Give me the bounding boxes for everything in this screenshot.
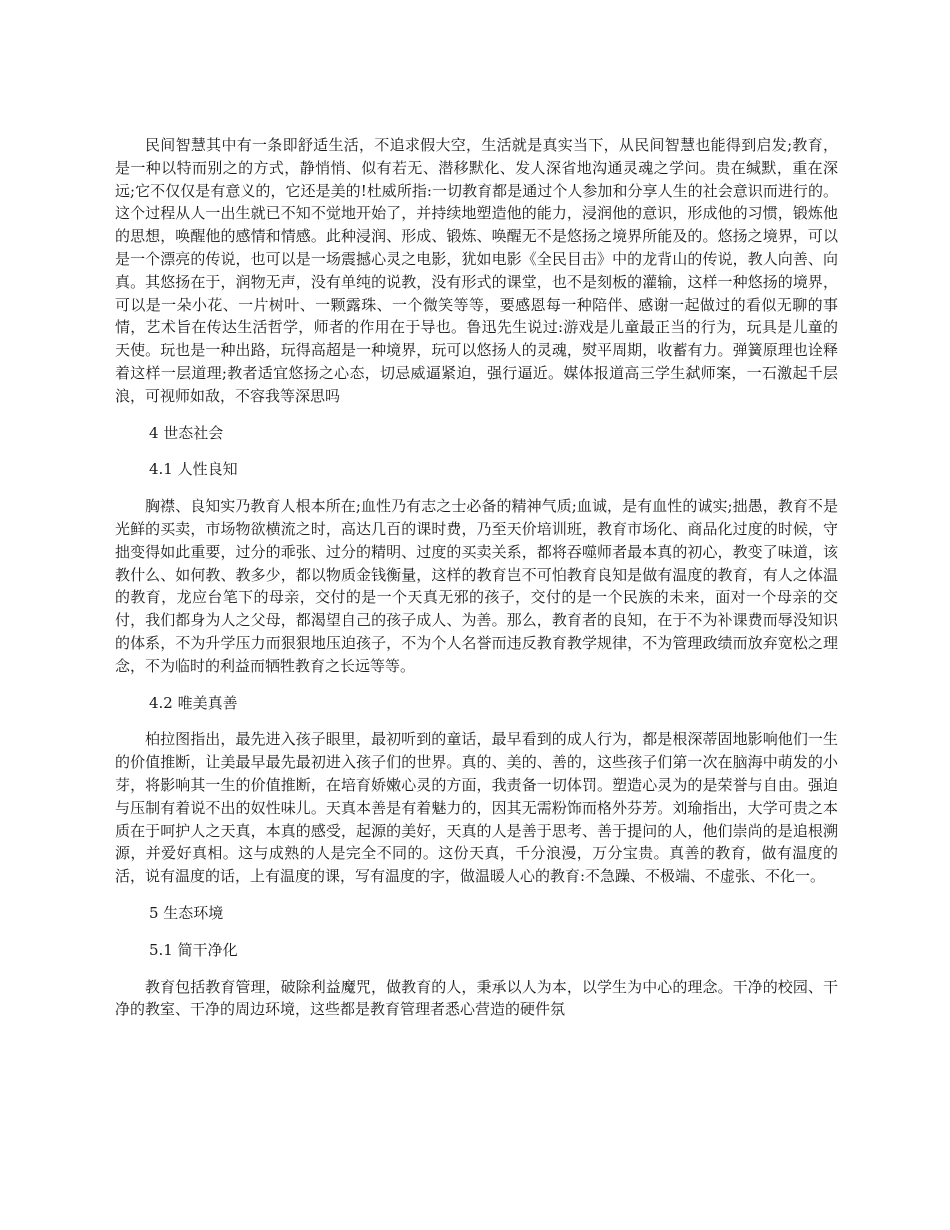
paragraph-conscience: 胸襟、良知实乃教育人根本所在;血性乃有志之士必备的精神气质;血诚，是有血性的诚实;拙愚，教育不是光鲜的买卖，市场物欲横流之时，高达几百的课时费，乃至天价培训班，教育市场化、商品化过度的时候，守拙变得如此重要，过分的乖张、过分的精明、过度的买卖关系，都将吞噬师者最本真的初心，教变了味道，该教什么、如何教、教多少，都以物质金钱衡量，这样的教育岂不可怕教育良知是做有温度的教育，有人之体温的教育，龙应台笔下的母亲，交付的是一个天真无邪的孩子，交付的是一个民族的未来，面对一个母亲的交付，我们都身为人之父母，都渴望自己的孩子成人、为善。那么，教育者的良知，在于不为补课费而辱没知识的体系，不为升学压力而狠狠地压迫孩子，不为个人名誉而违反教育教学规律，不为管理政绩而放弃宽松之理念，不为临时的利益而牺牲教育之长远等等。: [115, 497, 838, 675]
subsection-heading-5-1: 5.1 简干净化: [149, 940, 238, 959]
subsection-heading-4-1: 4.1 人性良知: [149, 460, 238, 479]
paragraph-beauty-goodness: 柏拉图指出，最先进入孩子眼里，最初听到的童话，最早看到的成人行为，都是根深蒂固地影响他们一生的价值推断，让美最早最先最初进入孩子们的世界。真的、美的、善的，这些孩子们第一次在脑海中萌发的小芽，将影响其一生的价值推断，在培育娇嫩心灵的方面，我责备一切体罚。塑造心灵为的是荣誉与自由。强迫与压制有着说不出的奴性味儿。天真本善是有着魅力的，因其无需粉饰而格外芬芳。刘瑜指出，大学可贵之本质在于呵护人之天真，本真的感受，起源的美好，天真的人是善于思考、善于提问的人，他们崇尚的是追根溯源，并爱好真相。这与成熟的人是完全不同的。这份天真，千分浪漫，万分宝贵。真善的教育，做有温度的活，说有温度的话，上有温度的课，写有温度的字，做温暖人心的教育:不急躁、不极端、不虚张、不化一。: [115, 730, 838, 886]
document-page: [115, 134, 838, 1021]
section-heading-4: 4 世态社会: [149, 423, 224, 442]
section-heading-5: 5 生态环境: [149, 903, 224, 922]
paragraph-clean-environment: 教育包括教育管理，破除利益魔咒，做教育的人，秉承以人为本，以学生为中心的理念。干净的校园、干净的教室、干净的周边环境，这些都是教育管理者悉心营造的硬件氛: [115, 977, 838, 1019]
subsection-heading-4-2: 4.2 唯美真善: [149, 693, 238, 712]
paragraph-folk-wisdom: 民间智慧其中有一条即舒适生活，不追求假大空，生活就是真实当下，从民间智慧也能得到启发;教育，是一种以特而别之的方式，静悄悄、似有若无、潜移默化、发人深省地沟通灵魂之学问。贵在缄默，重在深远;它不仅仅是有意义的，它还是美的!杜威所指:一切教育都是通过个人参加和分享人生的社会意识而进行的。这个过程从人一出生就已不知不觉地开始了，并持续地塑造他的能力，浸润他的意识，形成他的习惯，锻炼他的思想，唤醒他的感情和情感。此种浸润、形成、锻炼、唤醒无不是悠扬之境界所能及的。悠扬之境界，可以是一个漂亮的传说，也可以是一场震撼心灵之电影，犹如电影《全民目击》中的龙背山的传说，教人向善、向真。其悠扬在于，润物无声，没有单纯的说教，没有形式的课堂，也不是刻板的灌输，这样一种悠扬的境界，可以是一朵小花、一片树叶、一颗露珠、一个微笑等等，要感恩每一种陪伴、感谢一起做过的看似无聊的事情，艺术旨在传达生活哲学，师者的作用在于导也。鲁迅先生说过:游戏是儿童最正当的行为，玩具是儿童的天使。玩也是一种出路，玩得高超是一种境界，玩可以悠扬人的灵魂，熨平周期，收蓄有力。弹簧原理也诠释着这样一层道理;教者适宜悠扬之心态，切忌威逼紧迫，强行逼近。媒体报道高三学生弑师案，一石激起千层浪，可视师如敌，不容我等深思吗: [115, 136, 838, 405]
